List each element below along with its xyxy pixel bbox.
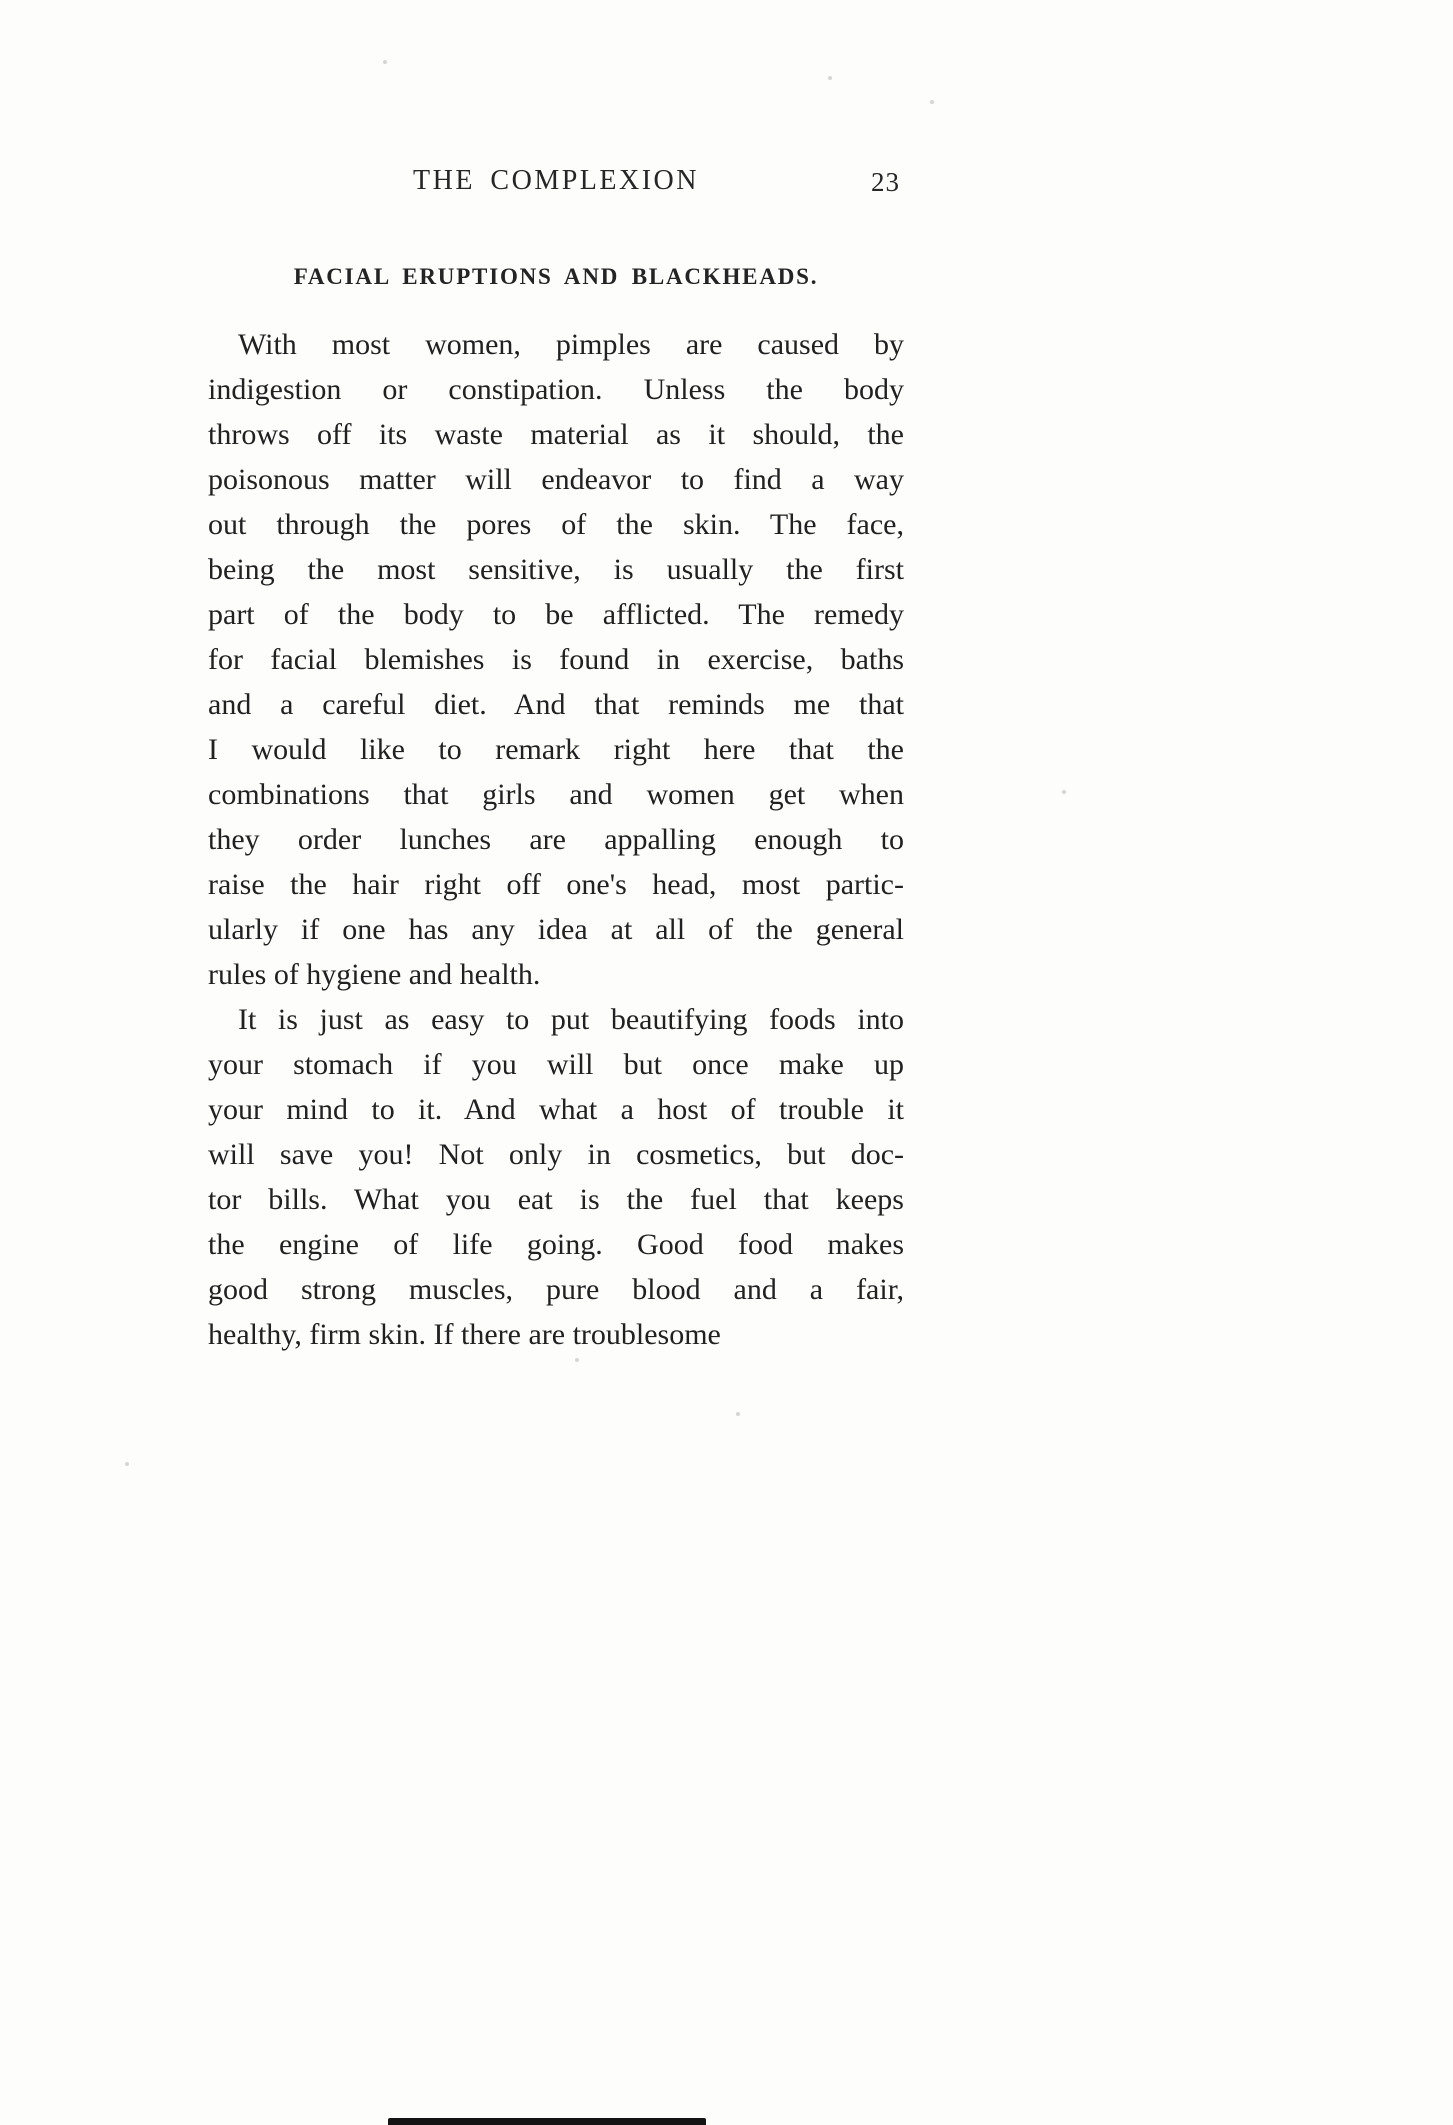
scan-speck — [1062, 790, 1066, 794]
text-line: I would like to remark right here that the — [208, 733, 904, 766]
scan-speck — [125, 1462, 129, 1466]
scan-speck — [828, 76, 832, 80]
scan-artifact — [388, 2118, 706, 2125]
text-line: With most women, pimples are caused by — [238, 328, 904, 361]
text-line: throws off its waste material as it should, the — [208, 418, 904, 451]
page-number: 23 — [871, 167, 900, 197]
text-line: for facial blemishes is found in exercise, baths — [208, 643, 904, 676]
paragraph — [208, 997, 904, 1357]
paragraph — [208, 322, 904, 997]
text-line: raise the hair right off one's head, most partic- — [208, 868, 904, 901]
text-line: ularly if one has any idea at all of the general — [208, 913, 904, 946]
content-column — [208, 0, 904, 2125]
running-header — [208, 165, 904, 201]
text-line: It is just as easy to put beautifying foods into — [238, 1003, 904, 1036]
text-line: being the most sensitive, is usually the first — [208, 553, 904, 586]
page-title: THE COMPLEXION — [413, 165, 699, 196]
scan-speck — [736, 1412, 740, 1416]
text-line: will save you! Not only in cosmetics, but doc- — [208, 1138, 904, 1171]
text-line: out through the pores of the skin. The face, — [208, 508, 904, 541]
text-line: rules of hygiene and health. — [208, 958, 541, 991]
text-line: your mind to it. And what a host of trouble it — [208, 1093, 904, 1126]
text-line: tor bills. What you eat is the fuel that keeps — [208, 1183, 904, 1216]
scan-speck — [930, 100, 934, 104]
body-text — [208, 322, 904, 1357]
text-line: and a careful diet. And that reminds me that — [208, 688, 904, 721]
text-line: your stomach if you will but once make up — [208, 1048, 904, 1081]
text-line: the engine of life going. Good food makes — [208, 1228, 904, 1261]
scan-speck — [383, 60, 387, 64]
text-line: they order lunches are appalling enough to — [208, 823, 904, 856]
section-heading: FACIAL ERUPTIONS AND BLACKHEADS. — [293, 264, 819, 289]
text-line: combinations that girls and women get when — [208, 778, 904, 811]
text-line: good strong muscles, pure blood and a fair, — [208, 1273, 904, 1306]
text-line: indigestion or constipation. Unless the body — [208, 373, 904, 406]
text-line: healthy, firm skin. If there are troublesome — [208, 1318, 721, 1351]
text-line: part of the body to be afflicted. The remedy — [208, 598, 904, 631]
scan-speck — [575, 1358, 579, 1362]
text-line: poisonous matter will endeavor to find a way — [208, 463, 904, 496]
